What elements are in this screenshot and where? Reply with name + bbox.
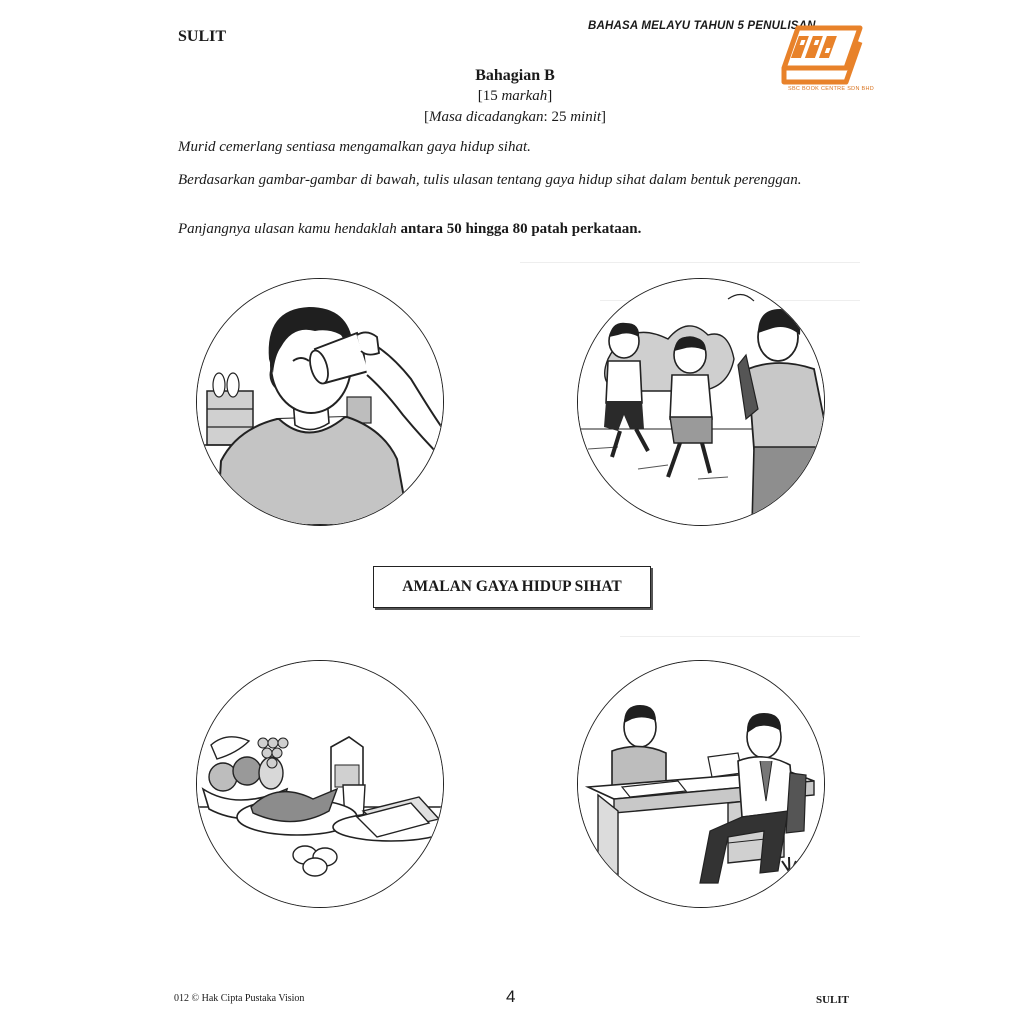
instruction-3: Panjangnya ulasan kamu hendaklah antara 50 hingga 80 patah perkataan. bbox=[178, 221, 642, 237]
copyright-footer: 012 © Hak Cipta Pustaka Vision bbox=[174, 993, 305, 1004]
marks-line: [15 markah] bbox=[477, 88, 553, 104]
publisher-caption: SBC BOOK CENTRE SDN BHD bbox=[788, 86, 875, 92]
instruction-1: Murid cemerlang sentiasa mengamalkan gaya hidup sihat. bbox=[178, 139, 531, 155]
section-title: Bahagian B bbox=[475, 67, 555, 84]
header-sulit-label: SULIT bbox=[178, 28, 227, 45]
page-number: 4 bbox=[506, 987, 516, 1006]
footer-sulit-label: SULIT bbox=[816, 994, 850, 1006]
center-topic-box: AMALAN GAYA HIDUP SIHAT bbox=[373, 566, 651, 608]
time-line: [Masa dicadangkan: 25 minit] bbox=[423, 109, 607, 125]
doctor-checkup-illustration bbox=[577, 660, 825, 908]
instruction-2: Berdasarkan gambar-gambar di bawah, tulis ulasan tentang gaya hidup sihat dalam bentuk perenggan. bbox=[178, 172, 802, 188]
jogging-illustration bbox=[577, 278, 825, 526]
drinking-water-illustration bbox=[196, 278, 444, 526]
header-title: BAHASA MELAYU TAHUN 5 PENULISAN bbox=[588, 20, 816, 32]
healthy-food-illustration bbox=[196, 660, 444, 908]
